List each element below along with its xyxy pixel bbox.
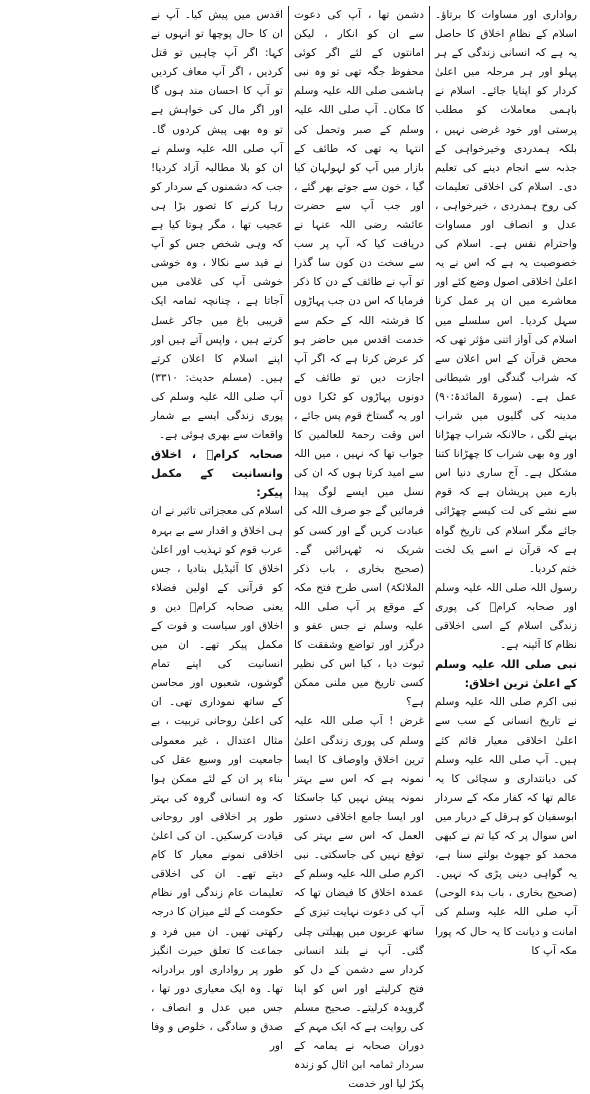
paragraph: رسول اللہ صلی اللہ علیہ وسلم اور صحابہ کرامؓ کی پوری زندگی اسلام کے اسی اخلاقی نظام کا آئینہ ہے۔ bbox=[435, 581, 577, 652]
text-column-1 bbox=[430, 6, 582, 957]
text-column-2 bbox=[289, 6, 429, 1091]
text-column-3 bbox=[146, 6, 288, 1053]
paragraph: غرض ! آپ صلی اللہ علیہ وسلم کی پوری زندگی اعلیٰ ترین اخلاق واوصاف کا ایسا نمونہ ہے کہ اس سے بہتر نمونہ پیش نہیں کیا جاسکتا اور ایسا جامع اخلاقی دستور العمل کہ اس سے بہتر کی توقع نہیں کی جاسکتی۔ نبی اکرم صلی اللہ علیہ وسلم کے عمدہ اخلاق کا فیضان تھا کہ آپ کی دعوت نہایت تیزی کے ساتھ عربوں میں پھیلتی چلی گئی۔ آپ نے بلند انسانی کردار سے دشمن کے دل کو فتح کرلیتے اور اس کو اپنا گرویدہ کرلیتے۔ صحیح مسلم کی روایت ہے کہ ایک مہم کے دوران صحابہ نے یمامہ کے سردار ثمامہ ابن اثال کو زندہ پکڑ لیا اور خدمت bbox=[294, 715, 424, 1091]
paragraph: دشمن تھا ، آپ کی دعوت سے ان کو انکار ، لیکن امانتوں کے لئے اگر کوئی محفوظ جگہ تھی تو وہ نبی ہاشمی صلی اللہ علیہ وسلم کا مکان۔ آپ صلی اللہ علیہ وسلم کے صبر وتحمل کی انتہا یہ تھی کہ طائف کے بازار میں آپ کو لہولہان کیا گیا ، خون سے جوتے بھر گئے ، اور جب آپ سے حضرت عائشہ رضی اللہ عنہا نے دریافت کیا کہ آپ پر سب سے سخت دن کون سا گذرا تو آپ نے طائف کے دن کا ذکر فرمایا کہ اس دن جب پہاڑوں کا فرشتہ اللہ کے حکم سے خدمت اقدس میں حاضر ہو کر عرض کرتا ہے کہ اگر آپ اجازت دیں تو طائف کے دونوں پہاڑوں کو ٹکرا دوں اور یہ گستاخ قوم پس جائے ، اس وقت رحمۃ للعالمین کا جواب تھا کہ نہیں ، میں اللہ سے امید کرتا ہوں کہ ان کی نسل میں ایسے لوگ پیدا فرمائیں گے جو صرف اللہ کی عبادت کریں گے اور کسی کو شریک نہ ٹھہرائیں گے۔ (صحیح بخاری ، باب ذکر الملائکۃ) اسی طرح فتح مکہ کے موقع پر آپ صلی اللہ علیہ وسلم نے جس عفو و درگزر اور تواضع وشفقت کا ثبوت دیا ، کیا اس کی نظیر کسی تاریخ میں ملنی ممکن ہے؟ bbox=[294, 9, 424, 709]
paragraph: نبی اکرم صلی اللہ علیہ وسلم نے تاریخ انسانی کے سب سے اعلیٰ اخلاقی معیار قائم کئے ہیں۔ آپ صلی اللہ علیہ وسلم کی دیانتداری و سچائی کا یہ عالم تھا کہ کفار مکہ کے سردار ابوسفیان کو ہرقل کے دربار میں اس سوال پر کہ کیا تم نے کبھی محمد کو جھوٹ بولتے سنا ہے، یہ گواہی دینی پڑی کہ نہیں۔ (صحیح بخاری ، باب بدء الوحی) آپ صلی اللہ علیہ وسلم کی امانت و دیانت کا یہ حال کہ پورا مکہ آپ کا bbox=[435, 696, 577, 957]
section-heading: نبی صلی اللہ علیہ وسلم کے اعلیٰ ترین اخلاق: bbox=[435, 658, 577, 691]
section-heading: صحابہ کرامؓ ، اخلاق وانسانیت کے مکمل پیکر: bbox=[151, 448, 283, 500]
paragraph: اسلام کی معجزاتی تاثیر نے ان ہی اخلاق و اقدار سے بے بہرہ عرب قوم کو تہذیب اور اعلیٰ اخلاق کا آئیڈیل بنادیا ، جس کو قرآنی کے اولین فضلاء یعنی صحابہ کرامؓ دین و اخلاق اور سیاست و قوت کے مکمل پیکر تھے۔ ان میں انسانیت کی اپنے تمام گوشوں، شعبوں اور محاسن کے ساتھ نموداری تھی۔ ان کی اعلیٰ روحانی تربیت ، بے مثال اعتدال ، غیر معمولی جامعیت اور وسیع عقل کی بناء پر ان کے لئے ممکن ہوا کہ وہ انسانی گروہ کی بہتر طور پر اخلاقی اور روحانی قیادت کرسکیں۔ ان کی اعلیٰ اخلاقی نمونے معیار کا کام دیتے تھے۔ ان کی اخلاقی تعلیمات عام زندگی اور نظام حکومت کے لئے میزان کا درجہ رکھتی تھیں۔ ان میں فرد و جماعت کا تعلق حیرت انگیز طور پر رواداری اور برادرانہ تھا۔ وہ ایک معیاری دور تھا ، جس میں عدل و انصاف ، صدق و سادگی ، خلوص و وفا اور bbox=[151, 505, 283, 1053]
paragraph: رواداری اور مساوات کا برتاؤ۔ اسلام کے نظامِ اخلاق کا حاصل یہ ہے کہ انسانی زندگی کے ہر پہلو اور ہر مرحلہ میں اعلیٰ کردار کو اپنایا جائے۔ اسلام نے باہمی معاملات کو مطلب پرستی اور خود غرضی نہیں ، بلکہ ہمدردی وخیرخواہی کے جذبہ سے انجام دینے کی تعلیم دی۔ اسلام کی اخلاقی تعلیمات کی روح ہمدردی ، خیرخواہی ، عدل و انصاف اور مساوات واحترام نفس ہے۔ اسلام کی خصوصیت یہ ہے کہ اس نے یہ اعلیٰ اخلاقی اصول وضع کئے اور معاشرے میں ان پر عمل کرنا سہل کردیا۔ اس سلسلے میں اسلام کی آواز اتنی مؤثر تھی کہ محض قرآن کے اس اعلان سے کہ شراب گندگی اور شیطانی عمل ہے۔ (سورۃ المائدۃ:۹۰) مدینہ کی گلیوں میں شراب بہنے لگی ، حالانکہ شراب چھڑانا اور وہ بھی شراب کا چھڑانا کتنا مشکل ہے۔ آج ساری دنیا اس بارے میں پریشان ہے کہ قوم سے نشے کی لت کیسے چھڑائی جائے مگر اسلام کی تاریخ گواہ ہے کہ قرآن نے اسے یک لخت ختم کردیا۔ bbox=[435, 9, 577, 575]
paragraph: اقدس میں پیش کیا۔ آپ نے ان کا حال پوچھا تو انہوں نے کہا: اگر آپ چاہیں تو قتل کردیں ، اگر آپ معاف کردیں تو آپ کا احسان مند ہوں گا اور اگر مال کی خواہش ہے تو وہ بھی پیش کردوں گا۔ آپ صلی اللہ علیہ وسلم نے ان کو بلا مطالبہ آزاد کردیا! جب کہ دشمنوں کے سردار کو رہا کرنے کا تصور بڑا ہی عجیب تھا ، مگر ہوتا کیا ہے کہ وہی شخص جس کو آپ نے قید سے نکالا ، وہ خوشی خوشی آپ کی غلامی میں آجاتا ہے ، چنانچہ ثمامہ ایک قریبی باغ میں جاکر غسل کرتے ہیں ، واپس آتے ہیں اور اپنے اسلام کا اعلان کرتے ہیں۔ (مسلم حدیث: ۳۳۱۰) آپ صلی اللہ علیہ وسلم کی پوری زندگی ایسے بے شمار واقعات سے بھری ہوئی ہے۔ bbox=[151, 9, 283, 442]
